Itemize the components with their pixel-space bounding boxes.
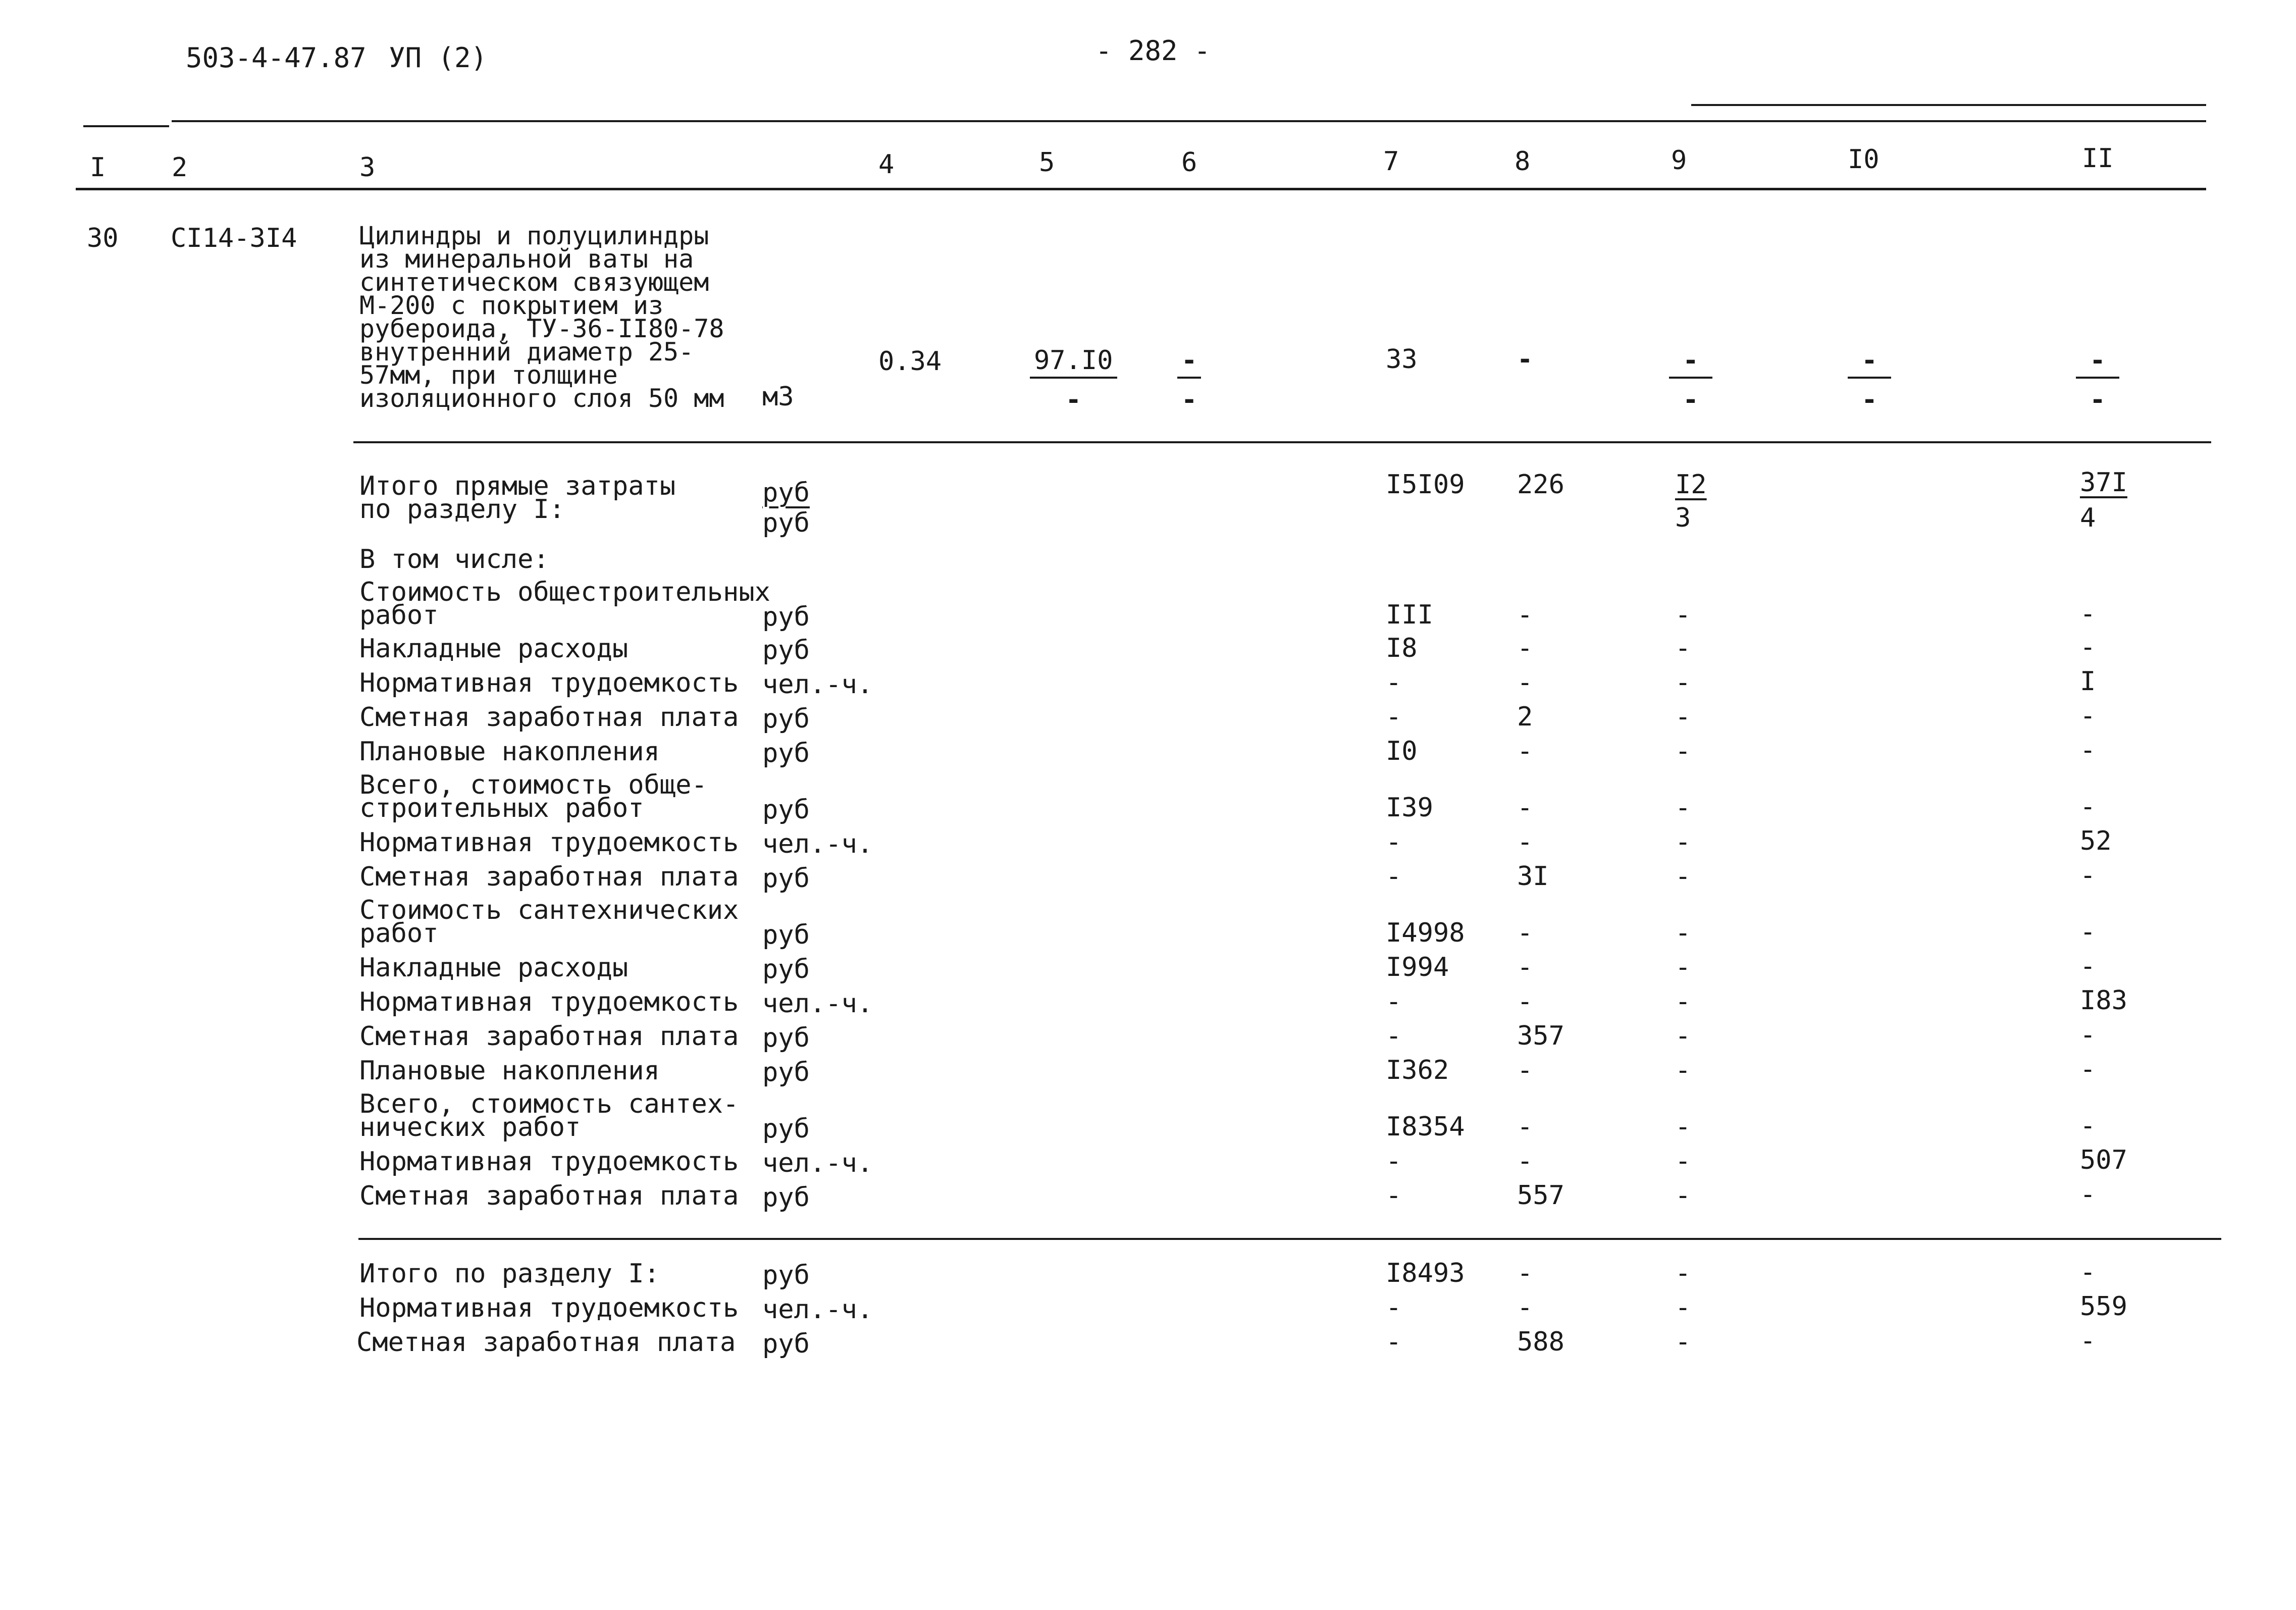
row-col7: I362 — [1386, 1055, 1449, 1085]
row-col11: - — [2080, 632, 2096, 662]
col-header-5: 5 — [1039, 147, 1055, 178]
summary-unit-bottom: руб — [762, 508, 810, 538]
row-unit: руб — [762, 1057, 810, 1087]
row-col9: - — [1675, 667, 1691, 698]
row-label: Всего, стоимость сантех- нических работ — [359, 1089, 739, 1142]
row-unit: руб — [762, 1114, 810, 1144]
row-col11: 507 — [2080, 1145, 2127, 1175]
item-col8: - — [1517, 344, 1533, 375]
row-col8: - — [1517, 827, 1533, 857]
row-col7: - — [1386, 1327, 1402, 1357]
row-col9: - — [1675, 918, 1691, 948]
row-col7: I39 — [1386, 793, 1433, 823]
row-col7: - — [1386, 1021, 1402, 1051]
row-col8: - — [1517, 918, 1533, 948]
row-col9: - — [1675, 1021, 1691, 1051]
col-header-2: 2 — [172, 152, 188, 183]
row-col9: - — [1675, 1112, 1691, 1142]
row-col11: - — [2080, 1326, 2096, 1356]
col-header-7: 7 — [1383, 146, 1399, 177]
summary-col9-bottom: 3 — [1675, 503, 1691, 533]
summary-col7: I5I09 — [1386, 470, 1465, 500]
row-col8: - — [1517, 736, 1533, 766]
row-col11: - — [2080, 1111, 2096, 1141]
row-unit: руб — [762, 704, 810, 734]
breakdown-bottom-rule — [358, 1238, 2221, 1240]
top-rule-fragment — [83, 125, 169, 127]
row-label: Накладные расходы — [359, 953, 629, 983]
row-col8: 588 — [1517, 1327, 1564, 1357]
row-label: Всего, стоимость обще- строительных работ — [359, 770, 707, 823]
row-col11: 52 — [2080, 826, 2112, 856]
row-col7: III — [1386, 600, 1433, 630]
row-col9: - — [1675, 1327, 1691, 1357]
row-col11: I83 — [2080, 985, 2127, 1016]
row-col11: - — [2080, 792, 2096, 822]
doc-code: 503-4-47.87 — [186, 42, 367, 74]
row-label: Нормативная трудоемкость — [359, 1147, 739, 1177]
row-col11: - — [2080, 951, 2096, 981]
row-unit: руб — [762, 1329, 810, 1359]
including-label: В том числе: — [359, 544, 549, 575]
row-col9: - — [1675, 702, 1691, 732]
col-header-4: 4 — [878, 149, 895, 180]
row-col9: - — [1675, 1055, 1691, 1085]
item-col6-top: - — [1177, 347, 1201, 379]
row-col8: 2 — [1517, 702, 1533, 732]
row-unit: руб — [762, 1182, 810, 1213]
row-col9: - — [1675, 1146, 1691, 1176]
item-col10-bottom: - — [1861, 385, 1877, 415]
row-col11: - — [2080, 860, 2096, 891]
album-code: УП (2) — [389, 42, 488, 74]
row-col7: - — [1386, 1292, 1402, 1323]
row-col8: 357 — [1517, 1021, 1564, 1051]
row-col8: - — [1517, 667, 1533, 698]
page-number: - 282 - — [1095, 35, 1211, 67]
item-price-bottom: - — [1065, 385, 1081, 415]
row-col11: - — [2080, 735, 2096, 765]
row-col8: - — [1517, 952, 1533, 982]
item-description: Цилиндры и полуцилиндры из минеральной ваты на синтетическом связующем М-200 с покрытием из рубероида, ТУ-36-II80-78 внутренний диаметр 25-57мм, при толщине изоляционного слоя 50 мм — [359, 221, 724, 413]
item-bottom-rule — [353, 441, 2211, 443]
item-quantity: 0.34 — [878, 346, 942, 377]
item-col10-fraction — [1848, 347, 1891, 413]
row-col9: - — [1675, 861, 1691, 892]
row-label: Стоимость общестроительных работ — [359, 577, 770, 631]
item-col7: 33 — [1386, 344, 1418, 375]
row-col7: - — [1386, 986, 1402, 1017]
row-unit: руб — [762, 1260, 810, 1290]
item-col11-bottom: - — [2090, 385, 2106, 415]
summary-col9-top: I2 — [1675, 470, 1707, 500]
col-header-9: 9 — [1671, 145, 1687, 176]
top-rule-upper — [1691, 104, 2206, 106]
row-col9: - — [1675, 952, 1691, 982]
row-col8: - — [1517, 1146, 1533, 1176]
row-unit: чел.-ч. — [762, 989, 873, 1019]
row-col9: - — [1675, 600, 1691, 630]
row-col9: - — [1675, 1180, 1691, 1211]
col-header-10: I0 — [1848, 144, 1880, 175]
row-col11: - — [2080, 1020, 2096, 1050]
row-label: Сметная заработная плата — [359, 1021, 739, 1052]
row-unit: руб — [762, 1023, 810, 1053]
row-col11: - — [2080, 1054, 2096, 1084]
row-label: Нормативная трудоемкость — [359, 827, 739, 858]
row-col7: I994 — [1386, 952, 1449, 982]
row-col7: I8354 — [1386, 1112, 1465, 1142]
row-label: Плановые накопления — [359, 1056, 660, 1086]
row-col8: - — [1517, 793, 1533, 823]
row-col8: - — [1517, 1055, 1533, 1085]
col-header-11: II — [2082, 143, 2114, 174]
row-label: Стоимость сантехнических работ — [359, 895, 739, 949]
summary-col11-bottom: 4 — [2080, 503, 2096, 533]
item-price-top: 97.I0 — [1030, 347, 1117, 379]
row-col11: - — [2080, 599, 2096, 629]
item-col11-fraction — [2076, 347, 2119, 413]
item-number: 30 — [87, 223, 119, 253]
row-col7: - — [1386, 861, 1402, 892]
row-col8: 557 — [1517, 1180, 1564, 1211]
row-col11: I — [2080, 666, 2096, 697]
row-unit: руб — [762, 635, 810, 665]
summary-label: Итого прямые затраты по разделу I: — [359, 471, 676, 525]
row-unit: чел.-ч. — [762, 669, 873, 700]
row-label: Нормативная трудоемкость — [359, 1293, 739, 1323]
col-header-3: 3 — [359, 152, 376, 183]
row-unit: чел.-ч. — [762, 1148, 873, 1178]
row-label: Сметная заработная плата — [359, 862, 739, 892]
row-label: Итого по разделу I: — [359, 1259, 660, 1289]
row-col7: - — [1386, 702, 1402, 732]
row-col11: - — [2080, 1257, 2096, 1287]
item-col6-fraction — [1177, 347, 1201, 413]
row-label: Сметная заработная плата — [359, 1181, 739, 1211]
row-col9: - — [1675, 827, 1691, 857]
row-label: Нормативная трудоемкость — [359, 668, 739, 698]
header-bottom-rule — [76, 188, 2206, 190]
row-col8: - — [1517, 986, 1533, 1017]
row-unit: руб — [762, 602, 810, 632]
col-header-6: 6 — [1181, 147, 1197, 178]
row-col11: - — [2080, 701, 2096, 731]
row-col7: - — [1386, 827, 1402, 857]
item-code: СI14-3I4 — [171, 223, 297, 253]
row-label: Сметная заработная плата — [356, 1327, 736, 1358]
row-unit: чел.-ч. — [762, 1294, 873, 1325]
row-col8: - — [1517, 1258, 1533, 1288]
row-col8: - — [1517, 1292, 1533, 1323]
item-unit: м3 — [762, 382, 794, 412]
top-rule — [172, 120, 2206, 122]
row-col7: - — [1386, 1180, 1402, 1211]
item-col6-bottom: - — [1181, 385, 1197, 415]
row-col9: - — [1675, 1292, 1691, 1323]
row-col8: - — [1517, 1112, 1533, 1142]
item-col9-top: - — [1669, 347, 1712, 379]
row-col7: I8 — [1386, 633, 1418, 663]
row-col9: - — [1675, 986, 1691, 1017]
summary-col11-top: 37I — [2080, 468, 2127, 498]
item-price-fraction — [1030, 347, 1117, 413]
row-col7: I4998 — [1386, 918, 1465, 948]
row-col9: - — [1675, 1258, 1691, 1288]
row-col9: - — [1675, 736, 1691, 766]
item-col9-fraction — [1669, 347, 1712, 413]
row-unit: руб — [762, 954, 810, 984]
row-unit: руб — [762, 738, 810, 768]
row-col8: - — [1517, 633, 1533, 663]
item-col9-bottom: - — [1683, 385, 1699, 415]
row-col9: - — [1675, 793, 1691, 823]
row-label: Сметная заработная плата — [359, 702, 739, 733]
row-col9: - — [1675, 633, 1691, 663]
summary-unit-top: руб — [762, 478, 810, 508]
item-col11-top: - — [2076, 347, 2119, 379]
row-col7: I0 — [1386, 736, 1418, 766]
row-unit: руб — [762, 863, 810, 894]
row-col8: 3I — [1517, 861, 1549, 892]
row-label: Нормативная трудоемкость — [359, 987, 739, 1017]
col-header-1: I — [90, 152, 106, 183]
row-col11: 559 — [2080, 1291, 2127, 1322]
summary-col8: 226 — [1517, 470, 1564, 500]
row-col7: - — [1386, 1146, 1402, 1176]
row-col7: - — [1386, 667, 1402, 698]
row-unit: чел.-ч. — [762, 829, 873, 859]
row-col7: I8493 — [1386, 1258, 1465, 1288]
row-label: Накладные расходы — [359, 634, 629, 664]
row-unit: руб — [762, 920, 810, 950]
row-label: Плановые накопления — [359, 737, 660, 767]
row-col8: - — [1517, 600, 1533, 630]
row-unit: руб — [762, 795, 810, 825]
col-header-8: 8 — [1515, 146, 1531, 177]
item-col10-top: - — [1848, 347, 1891, 379]
row-col11: - — [2080, 1179, 2096, 1210]
row-col11: - — [2080, 917, 2096, 947]
